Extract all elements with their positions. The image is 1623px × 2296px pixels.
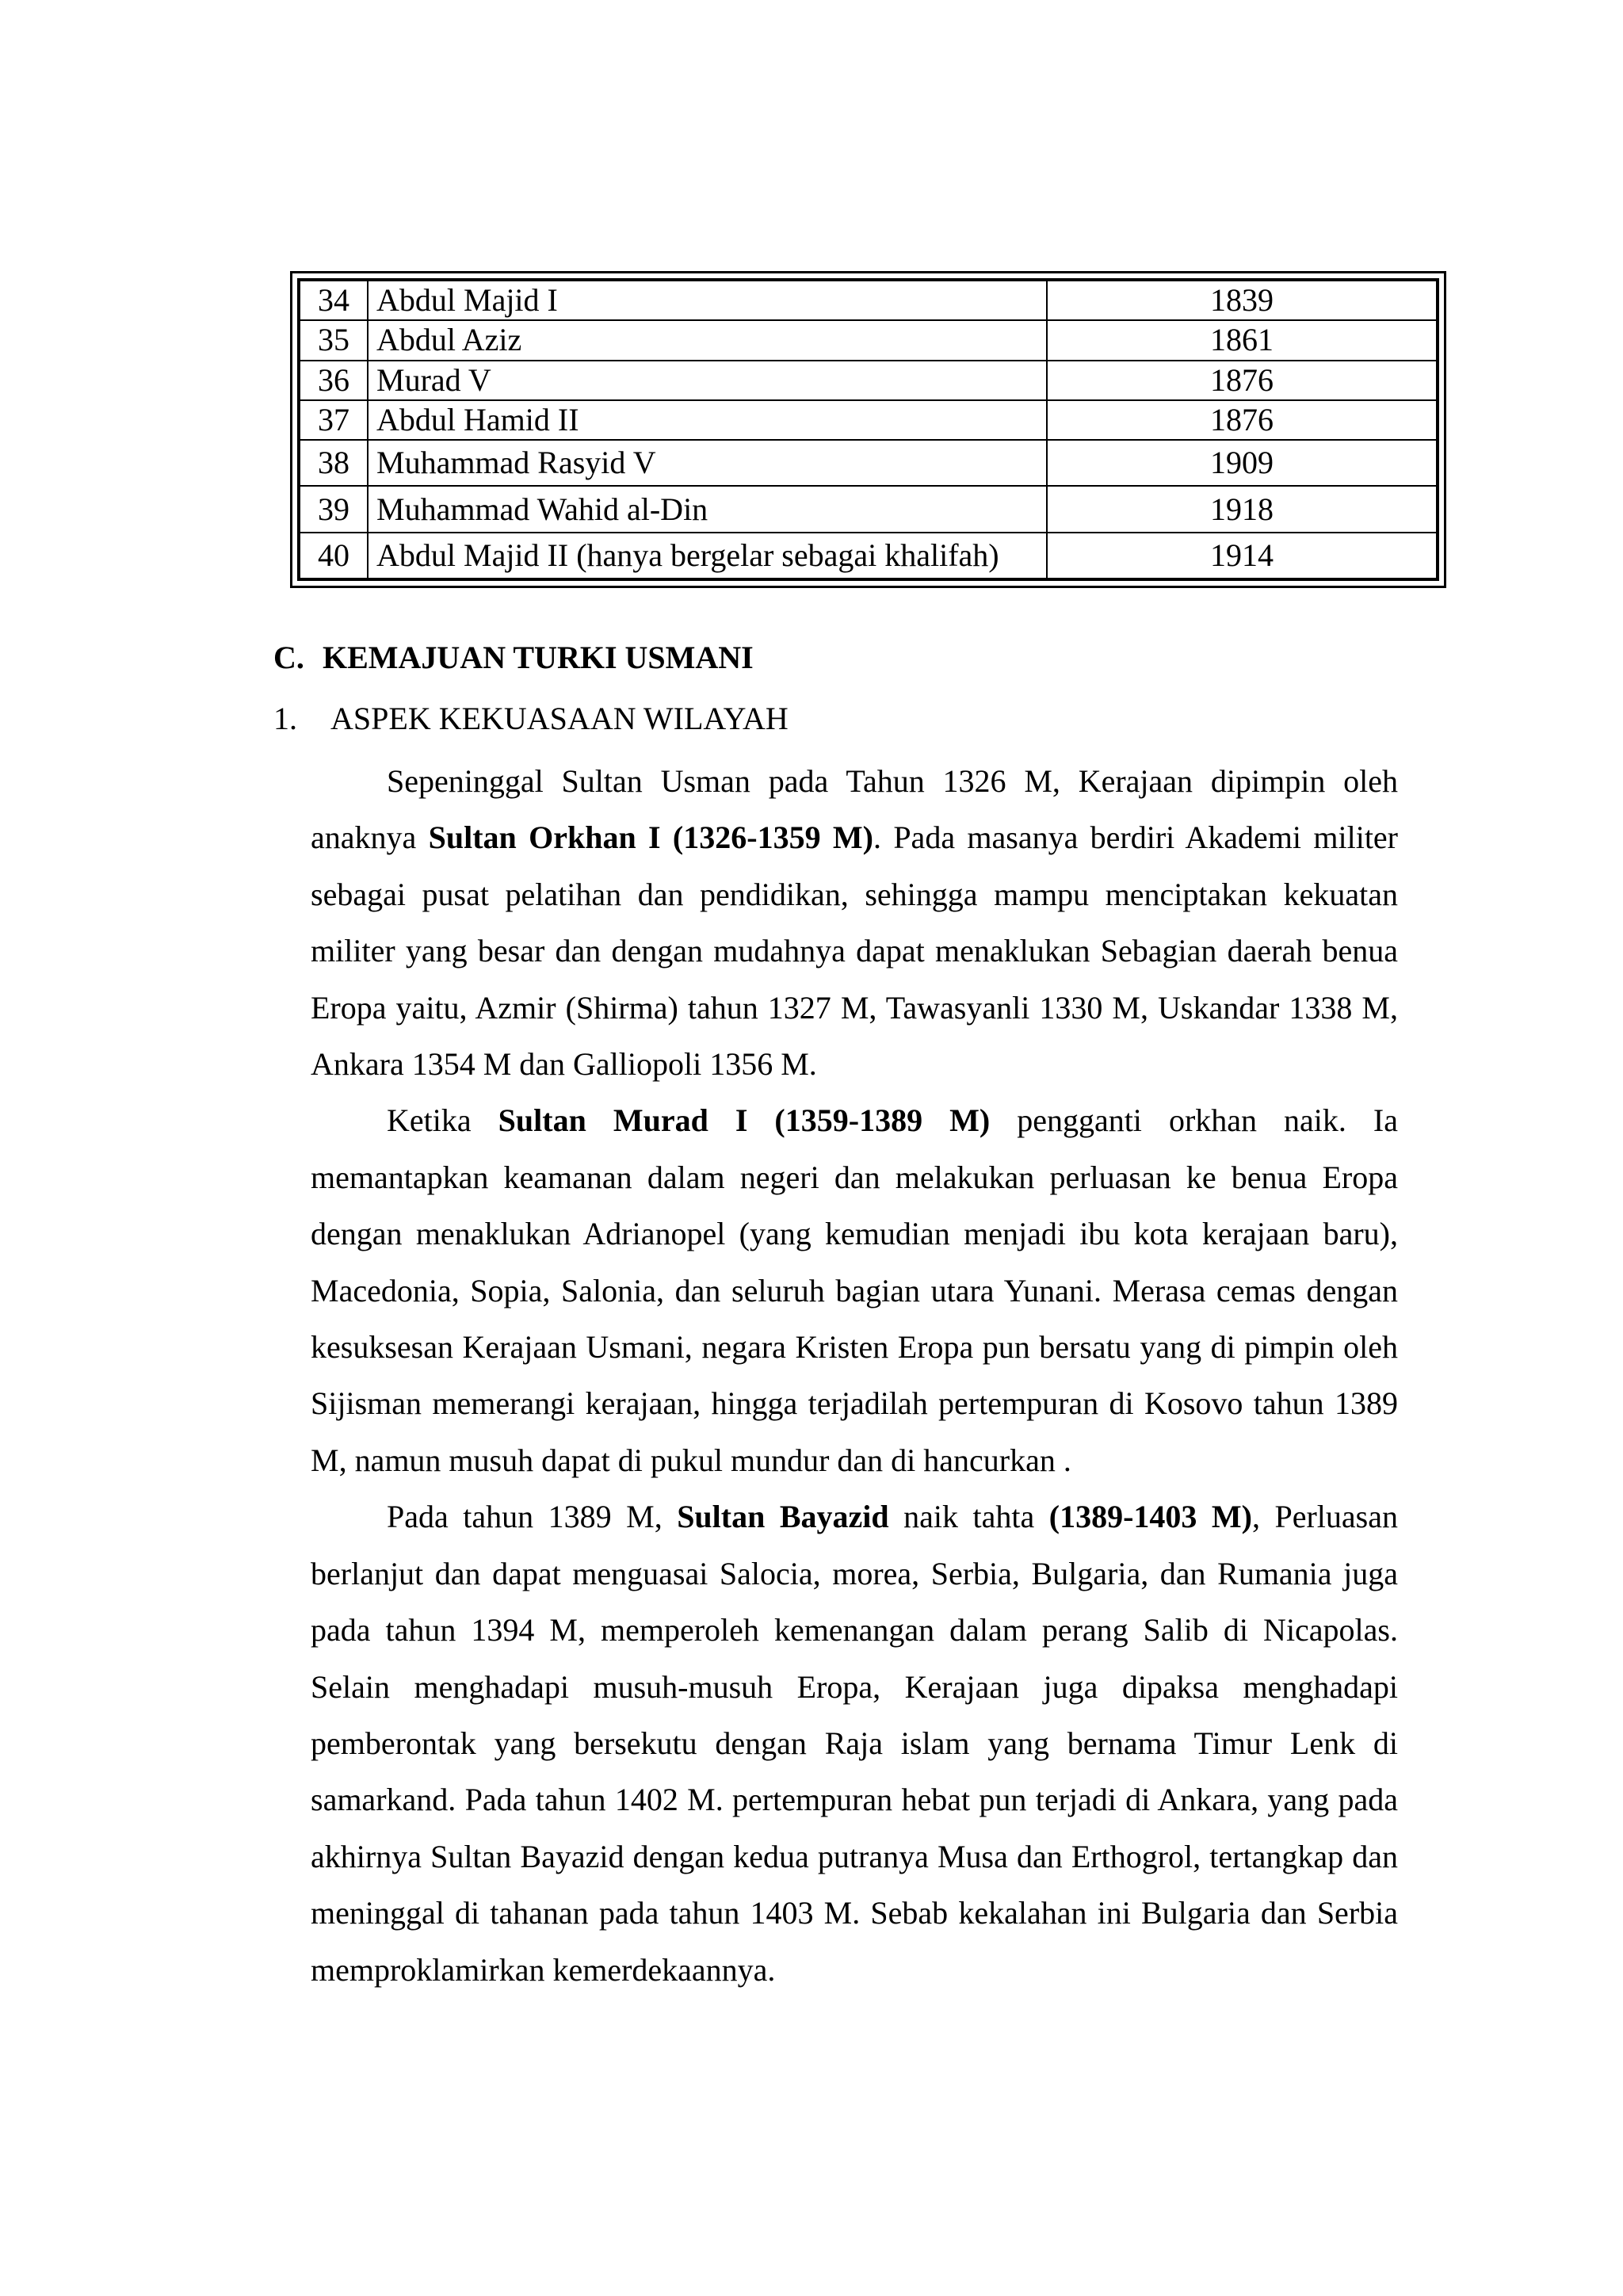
- reign-year: 1876: [1047, 361, 1437, 400]
- section-title: KEMAJUAN TURKI USMANI: [323, 640, 754, 675]
- subsection-heading: [273, 703, 789, 735]
- paragraph-murad: Ketika Sultan Murad I (1359-1389 M) pengganti orkhan naik. Ia memantapkan keamanan dalam negeri dan melakukan perluasan ke benua Eropa dengan menaklukan Adrianopel (yang kemudian menjadi ibu kota kerajaan baru), Macedonia, Sopia, Salonia, dan seluruh bagian utara Yunani. Merasa cemas dengan kesuksesan Kerajaan Usmani, negara Kristen Eropa pun bersatu yang di pimpin oleh Sijisman memerangi kerajaan, hingga terjadilah pertempuran di Kosovo tahun 1389 M, namun musuh dapat di pukul mundur dan di hancurkan .: [311, 1102, 1398, 1478]
- subsection-title: ASPEK KEKUASAAN WILAYAH: [330, 701, 789, 736]
- reign-year: 1839: [1047, 281, 1437, 320]
- row-number: 37: [300, 400, 368, 440]
- sultan-name: Abdul Aziz: [368, 320, 1047, 360]
- table-row: [300, 281, 1437, 320]
- table-row: [300, 486, 1437, 532]
- sultan-name: Abdul Majid I: [368, 281, 1047, 320]
- sultan-table-frame: [290, 271, 1446, 588]
- table-row: [300, 440, 1437, 486]
- row-number: 40: [300, 533, 368, 579]
- reign-year: 1914: [1047, 533, 1437, 579]
- sultan-name: Muhammad Wahid al-Din: [368, 486, 1047, 532]
- sultan-name: Muhammad Rasyid V: [368, 440, 1047, 486]
- sultan-list-table: [299, 280, 1438, 579]
- reign-year: 1876: [1047, 400, 1437, 440]
- section-heading: [273, 642, 754, 674]
- sultan-name: Murad V: [368, 361, 1047, 400]
- subsection-number: 1.: [273, 701, 297, 736]
- reign-year: 1918: [1047, 486, 1437, 532]
- row-number: 39: [300, 486, 368, 532]
- sultan-name: Abdul Hamid II: [368, 400, 1047, 440]
- reign-year: 1909: [1047, 440, 1437, 486]
- paragraph-orkhan: Sepeninggal Sultan Usman pada Tahun 1326 M, Kerajaan dipimpin oleh anaknya Sultan Orkhan I (1326-1359 M). Pada masanya berdiri Akademi militer sebagai pusat pelatihan dan pendidikan, sehingga mampu menciptakan kekuatan militer yang besar dan dengan mudahnya dapat menaklukan Sebagian daerah benua Eropa yaitu, Azmir (Shirma) tahun 1327 M, Tawasyanli 1330 M, Uskandar 1338 M, Ankara 1354 M dan Galliopoli 1356 M.: [311, 763, 1399, 1083]
- row-number: 38: [300, 440, 368, 486]
- paragraph-bayazid: Pada tahun 1389 M, Sultan Bayazid naik tahta (1389-1403 M), Perluasan berlanjut dan dapat menguasai Salocia, morea, Serbia, Bulgaria, dan Rumania juga pada tahun 1394 M, memperoleh kemenangan dalam perang Salib di Nicapolas. Selain menghadapi musuh-musuh Eropa, Kerajaan juga dipaksa menghadapi pemberontak yang bersekutu dengan Raja islam yang bernama Timur Lenk di samarkand. Pada tahun 1402 M. pertempuran hebat pun terjadi di Ankara, yang pada akhirnya Sultan Bayazid dengan kedua putranya Musa dan Erthogrol, tertangkap dan meninggal di tahanan pada tahun 1403 M. Sebab kekalahan ini Bulgaria dan Serbia memproklamirkan kemerdekaannya.: [311, 1499, 1398, 1988]
- reign-year: 1861: [1047, 320, 1437, 360]
- table-row: [300, 533, 1437, 579]
- row-number: 35: [300, 320, 368, 360]
- body-text: [311, 753, 1398, 1998]
- bold-sultan-orkhan: Sultan Orkhan I (1326-1359 M): [428, 819, 873, 856]
- bold-bayazid-reign: (1389-1403 M): [1048, 1499, 1252, 1535]
- table-row: [300, 361, 1437, 400]
- table-row: [300, 400, 1437, 440]
- section-letter: C.: [273, 640, 304, 675]
- bold-sultan-murad: Sultan Murad I (1359-1389 M): [498, 1102, 991, 1139]
- table-row: [300, 320, 1437, 360]
- row-number: 36: [300, 361, 368, 400]
- sultan-name: Abdul Majid II (hanya bergelar sebagai khalifah): [368, 533, 1047, 579]
- row-number: 34: [300, 281, 368, 320]
- bold-sultan-bayazid: Sultan Bayazid: [677, 1499, 889, 1535]
